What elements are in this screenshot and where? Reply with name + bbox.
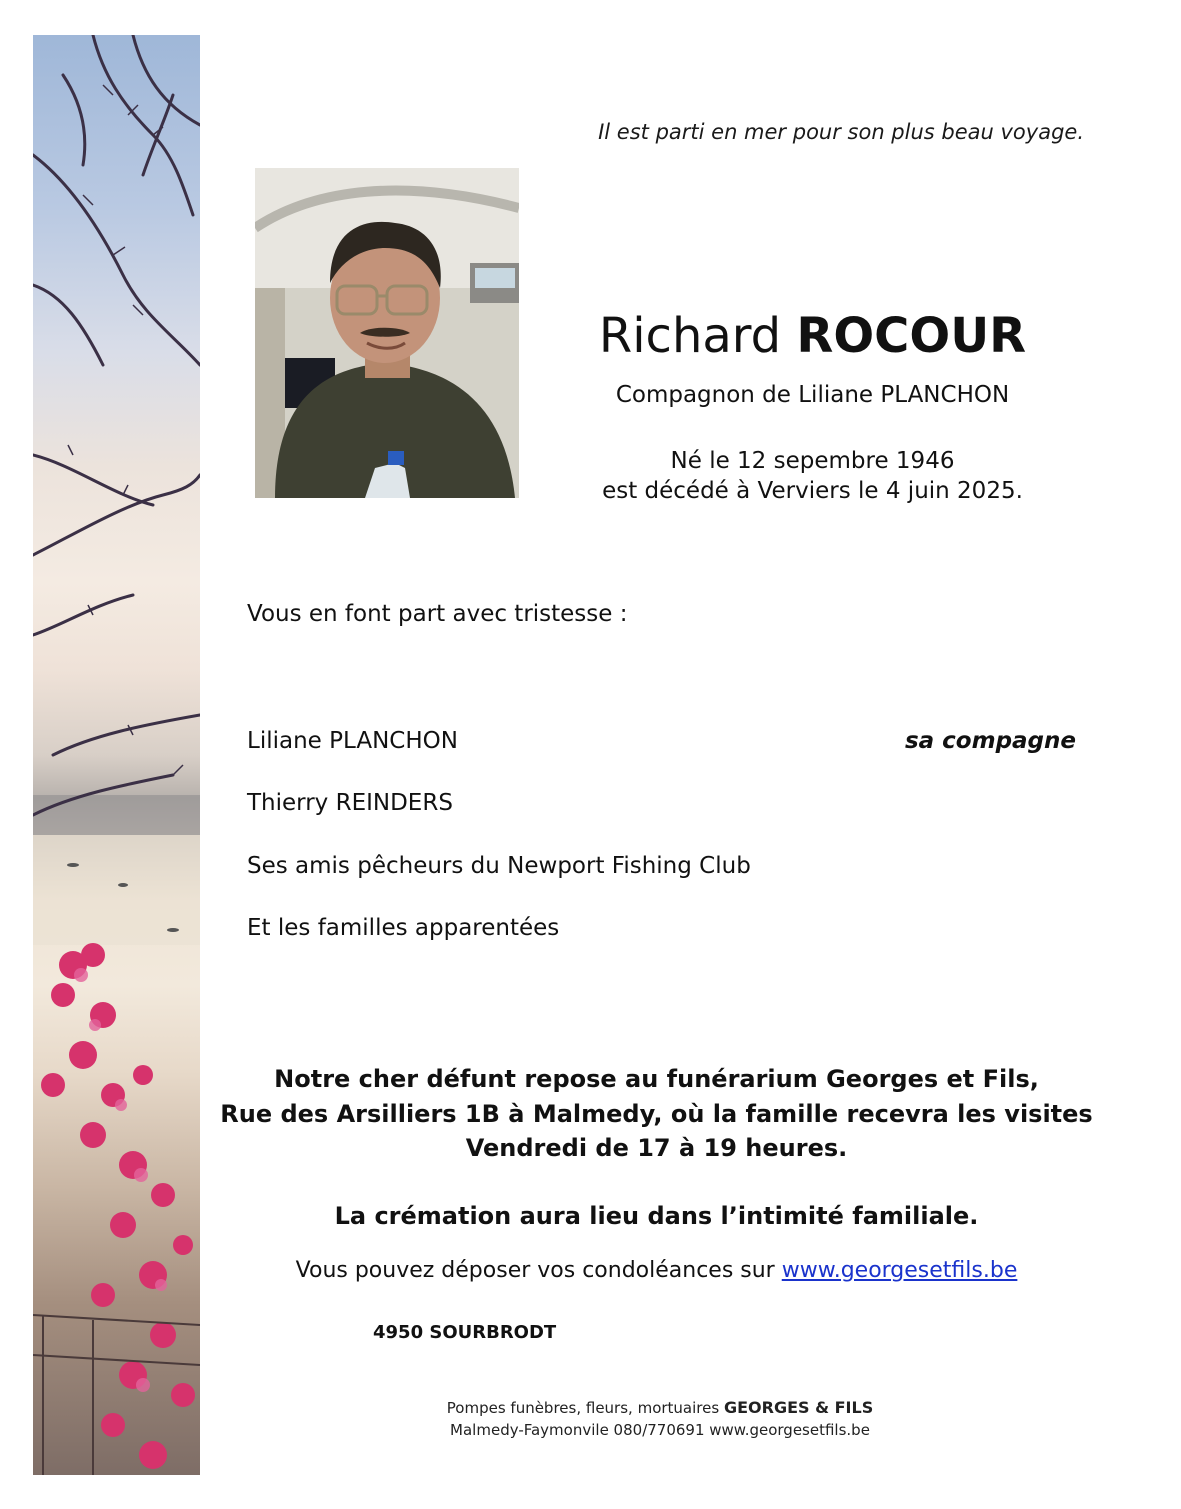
condolence-line — [200, 1258, 1113, 1283]
family-member: Et les familles apparentées — [247, 915, 560, 941]
motto: Il est parti en mer pour son plus beau voyage. — [598, 120, 1084, 144]
surname: ROCOUR — [796, 308, 1027, 364]
branches-flowers-illustration — [33, 35, 200, 1475]
family-member: Liliane PLANCHON — [247, 728, 458, 754]
death-line: est décédé à Verviers le 4 juin 2025. — [602, 478, 1023, 504]
cremation-notice: La crémation aura lieu dans l’intimité familiale. — [334, 1202, 979, 1230]
footer-brand: GEORGES & FILS — [723, 1398, 874, 1417]
announcement-intro: Vous en font part avec tristesse : — [247, 601, 628, 627]
footer-line-2: Malmedy-Faymonvile 080/770691 www.georgesetfils.be — [450, 1421, 870, 1439]
birth-line: Né le 12 sepembre 1946 — [670, 448, 955, 474]
footer-line-1 — [380, 1398, 940, 1417]
deceased-portrait — [255, 168, 519, 498]
notice-line-3: Vendredi de 17 à 19 heures. — [465, 1134, 848, 1162]
family-member: Thierry REINDERS — [247, 790, 453, 816]
notice-line-1: Notre cher défunt repose au funérarium Georges et Fils, — [274, 1065, 1039, 1093]
condolence-link[interactable]: www.georgesetfils.be — [781, 1258, 1018, 1283]
postcode: 4950 SOURBRODT — [373, 1322, 557, 1343]
deceased-name — [560, 308, 1065, 364]
condolence-text: Vous pouvez déposer vos condoléances sur — [295, 1258, 782, 1283]
notice-line-2: Rue des Arsilliers 1B à Malmedy, où la famille recevra les visites — [220, 1100, 1093, 1128]
companion-line: Compagnon de Liliane PLANCHON — [615, 382, 1010, 408]
family-member: Ses amis pêcheurs du Newport Fishing Club — [247, 853, 751, 879]
family-role: sa compagne — [904, 728, 1076, 754]
first-name: Richard — [598, 308, 782, 364]
decorative-side-band — [33, 35, 200, 1475]
footer-services: Pompes funèbres, fleurs, mortuaires — [446, 1399, 720, 1417]
